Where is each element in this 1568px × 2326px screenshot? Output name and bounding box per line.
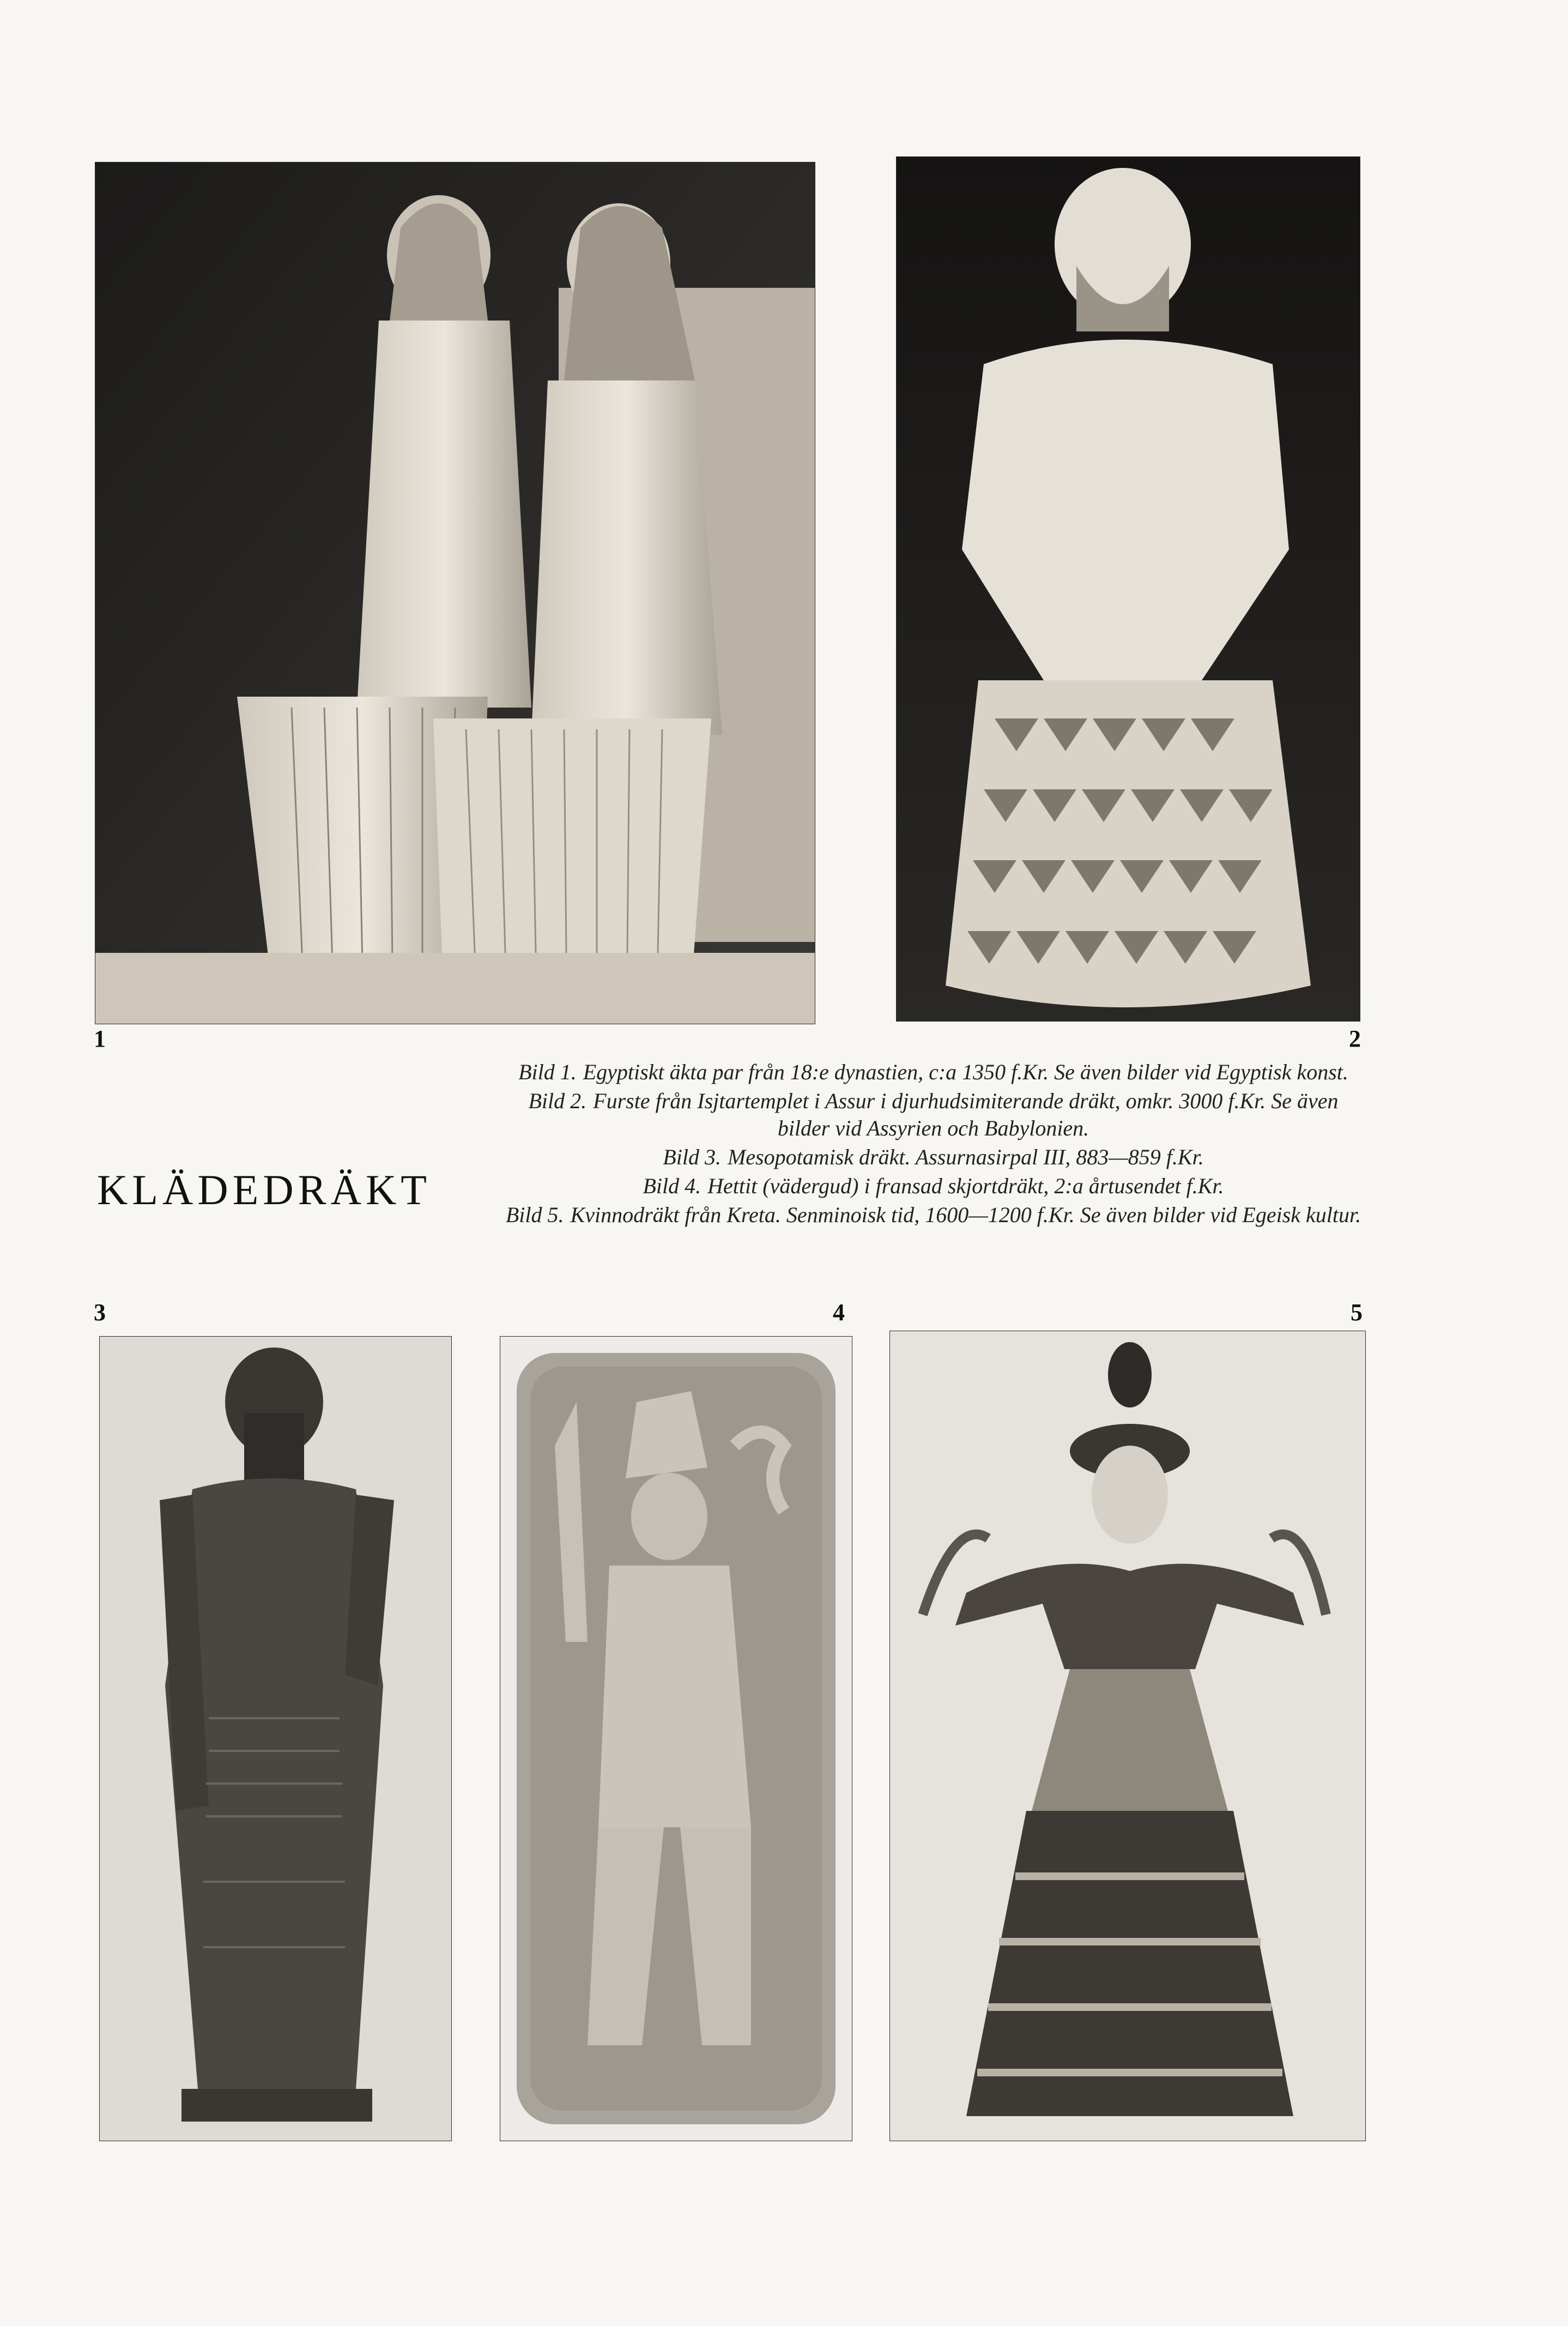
figure-number-2: 2 bbox=[1349, 1025, 1361, 1052]
caption-label: Bild 1. bbox=[518, 1060, 577, 1084]
caption-label: Bild 4. bbox=[643, 1174, 701, 1198]
caption-text: Egyptiskt äkta par från 18:e dynastien, c:a 1350 f.Kr. Se även bilder vid Egyptisk konst. bbox=[583, 1060, 1348, 1084]
page-title: KLÄDEDRÄKT bbox=[97, 1166, 431, 1213]
figure-number-3: 3 bbox=[94, 1299, 106, 1326]
caption-text: Kvinnodräkt från Kreta. Senminoisk tid, 1600—1200 f.Kr. Se även bilder vid Egeisk kultur. bbox=[570, 1203, 1361, 1227]
caption-text: Furste från Isjtartemplet i Assur i djurhudsimiterande dräkt, omkr. 3000 f.Kr. Se även bilder vid Assyrien och Babylonien. bbox=[593, 1089, 1339, 1140]
caption-text: Hettit (vädergud) i fransad skjortdräkt, 2:a årtusendet f.Kr. bbox=[707, 1174, 1224, 1198]
photo-assyrian-king bbox=[100, 1337, 451, 2141]
caption-3 bbox=[501, 1144, 1365, 1171]
figure-number-5: 5 bbox=[1351, 1299, 1363, 1326]
minoan-snake-goddess-figurine-icon bbox=[890, 1331, 1365, 2141]
caption-label: Bild 3. bbox=[663, 1145, 721, 1169]
photo-egyptian-couple bbox=[95, 162, 815, 1024]
caption-text: Mesopotamisk dräkt. Assurnasirpal III, 883—859 f.Kr. bbox=[727, 1145, 1204, 1169]
egyptian-couple-statue-icon bbox=[95, 162, 815, 1024]
caption-label: Bild 5. bbox=[505, 1203, 564, 1227]
figure-number-4: 4 bbox=[833, 1299, 845, 1326]
caption-label: Bild 2. bbox=[528, 1089, 587, 1113]
caption-block bbox=[501, 1059, 1365, 1230]
caption-4 bbox=[501, 1173, 1365, 1200]
caption-2 bbox=[501, 1088, 1365, 1142]
photo-hittite-relief bbox=[500, 1337, 852, 2141]
assyrian-king-statue-icon bbox=[100, 1337, 451, 2141]
caption-5 bbox=[501, 1201, 1365, 1229]
photo-sumerian-prince bbox=[897, 157, 1360, 1021]
photo-minoan-goddess bbox=[890, 1331, 1365, 2141]
sumerian-prince-statue-icon bbox=[897, 157, 1360, 1021]
hittite-storm-god-relief-icon bbox=[500, 1337, 852, 2141]
caption-1 bbox=[501, 1059, 1365, 1086]
figure-number-1: 1 bbox=[94, 1025, 106, 1052]
